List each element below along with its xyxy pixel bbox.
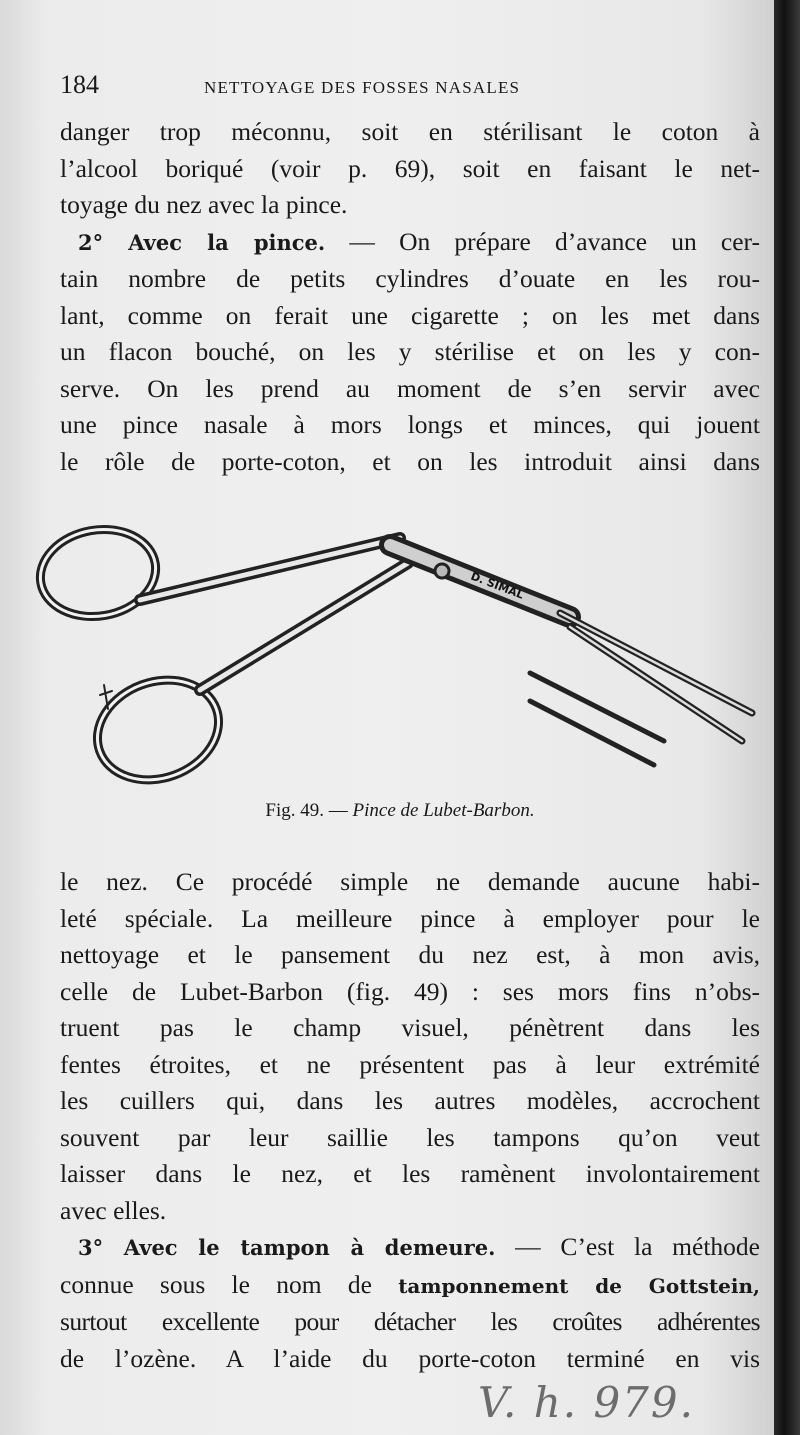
section-3-first-line: 3° Avec le tampon à demeure. — C’est la méthode [78,1232,760,1261]
text-line: le nez. Ce procédé simple ne demande aucune habi- [60,867,760,896]
text-line: une pince nasale à mors longs et minces, qui jouent [60,410,760,439]
forceps-illustration [30,505,770,805]
text-line: de l’ozène. A l’aide du porte-coton terminé en vis [60,1343,760,1373]
text-line: le rôle de porte-coton, et on les introduit ainsi dans [60,446,760,476]
text-line: laisser dans le nez, et les ramènent involontairement [60,1159,760,1188]
text-line: surtout excellente pour détacher les croûtes adhérentes [60,1307,760,1336]
handwritten-shelfmark: V. h. 979. [478,1378,695,1427]
text-block-top [60,114,760,480]
text-line: leté spéciale. La meilleure pince à employer pour le [60,903,760,933]
text-line: l’alcool boriqué (voir p. 69), soit en faisant le net- [60,153,760,183]
text-block-bottom [60,864,760,1377]
text-line: danger trop méconnu, soit en stérilisant le coton à [60,117,760,146]
text-line: un flacon bouché, on les y stérilise et on les y con- [60,337,760,366]
text-line: lant, comme on ferait une cigarette ; on les met dans [60,300,760,330]
text-line: serve. On les prend au moment de s’en servir avec [60,373,760,403]
section-3-second-line: connue sous le nom de tamponnement de Gottstein, [60,1269,761,1299]
text-line: truent pas le champ visuel, pénètrent dans les [60,1013,760,1042]
text-line: toyage du nez avec la pince. [60,190,348,219]
gottstein-term: tamponnement de Gottstein, [398,1273,761,1298]
text-line: les cuillers qui, dans les autres modèles, accrochent [60,1086,760,1115]
text-line: avec elles. [60,1195,167,1225]
text-line: tain nombre de petits cylindres d’ouate en les rou- [60,264,760,293]
page-edge-shadow [774,0,800,1435]
section-2-heading: 2° Avec la pince. [78,229,326,255]
engraving-mark: D. SIMAL [468,569,526,602]
text-line: fentes étroites, et ne présentent pas à leur extrémité [60,1049,760,1079]
text-line: celle de Lubet-Barbon (fig. 49) : ses mors fins n’obs- [60,976,760,1006]
section-3-heading: 3° Avec le tampon à demeure. [78,1235,496,1260]
figure-caption: Fig. 49. — Pince de Lubet-Barbon. [265,800,535,821]
page-number: 184 [60,70,99,99]
section-2-first-line: 2° Avec la pince. — On prépare d’avance un cer- [78,226,760,256]
page-header [60,70,760,106]
running-title: NETTOYAGE DES FOSSES NASALES [204,78,521,97]
text-line: nettoyage et le pansement du nez est, à mon avis, [60,940,760,969]
text-line: souvent par leur saillie les tampons qu’on veut [60,1122,760,1152]
